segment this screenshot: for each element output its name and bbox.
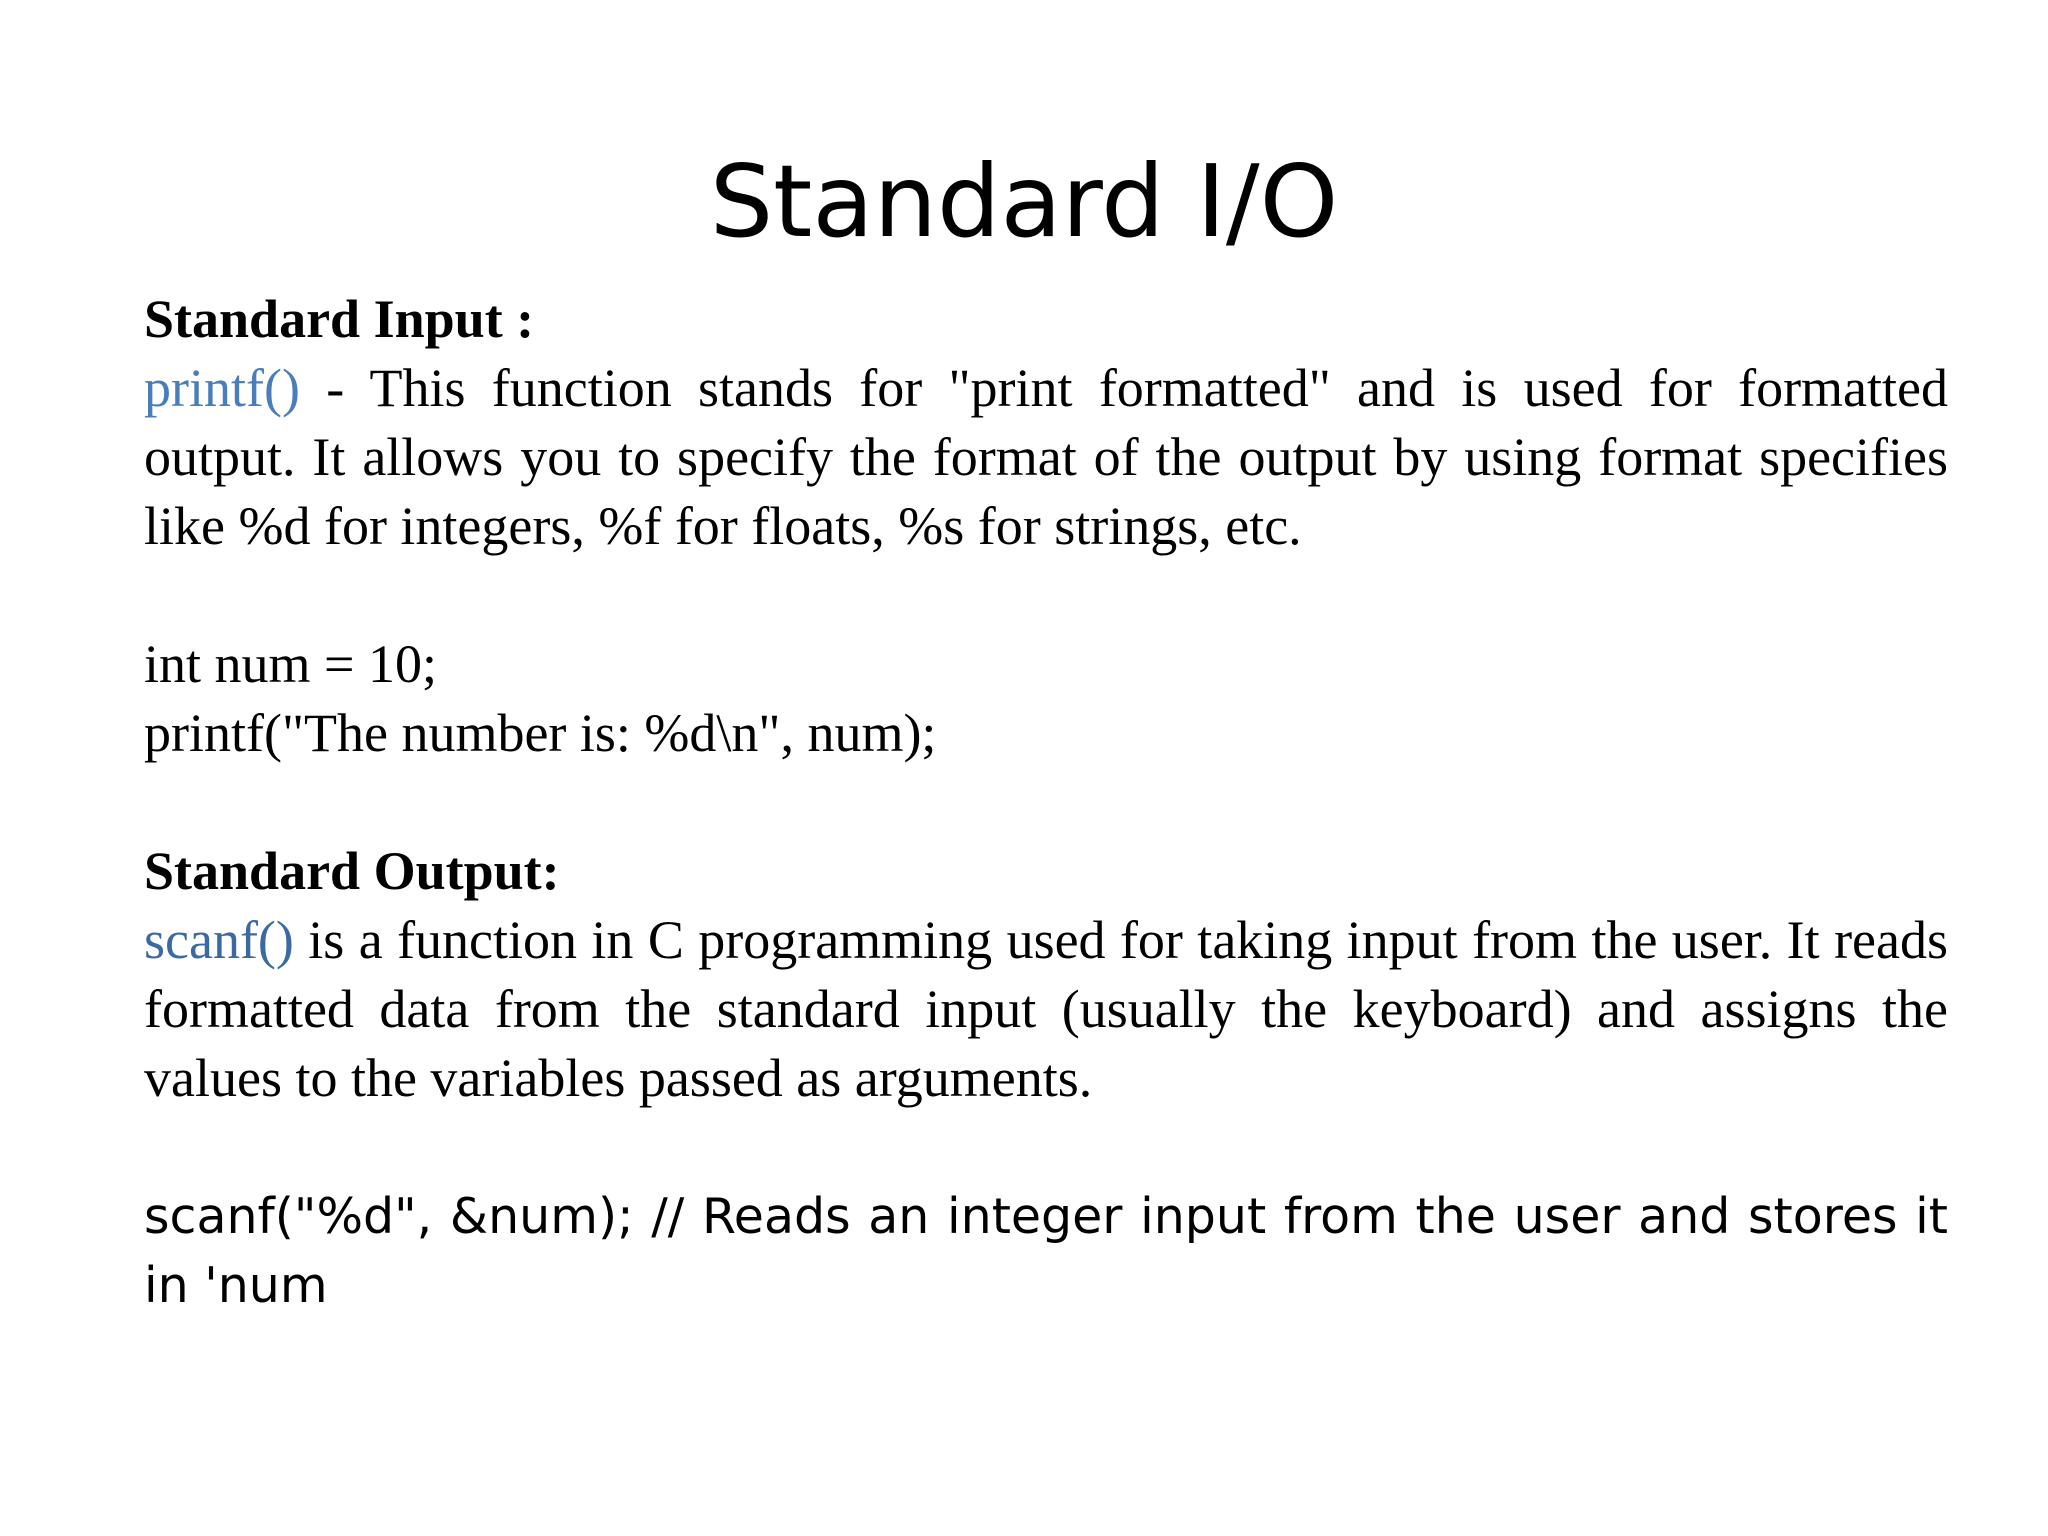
printf-description: - This function stands for "print formatted" and is used for formatted output. It allows you to specify the format of the output by using format specifies like %d for integers, %f for floats, %s for strings, etc. — [144, 358, 1948, 556]
code-line-printf: printf("The number is: %d\n", num); — [144, 703, 937, 763]
spacer — [144, 768, 1948, 837]
input-section-paragraph — [144, 354, 1948, 561]
slide-body — [144, 285, 1948, 1320]
slide-title: Standard I/O — [709, 143, 1339, 260]
input-section-heading: Standard Input : — [144, 289, 535, 349]
printf-function-name: printf() — [144, 358, 300, 418]
scanf-function-name: scanf() — [144, 910, 294, 970]
code-line-declaration: int num = 10; — [144, 634, 437, 694]
output-section-paragraph — [144, 906, 1948, 1113]
spacer — [144, 561, 1948, 630]
spacer — [144, 1113, 1948, 1182]
code-line-scanf: scanf("%d", &num); // Reads an integer input from the user and stores it in 'num — [144, 1188, 1948, 1314]
scanf-description: is a function in C programming used for taking input from the user. It reads formatted data from the standard input (usually the keyboard) and assigns the values to the variables passed as arguments. — [144, 910, 1948, 1108]
output-section-heading: Standard Output: — [144, 841, 560, 901]
